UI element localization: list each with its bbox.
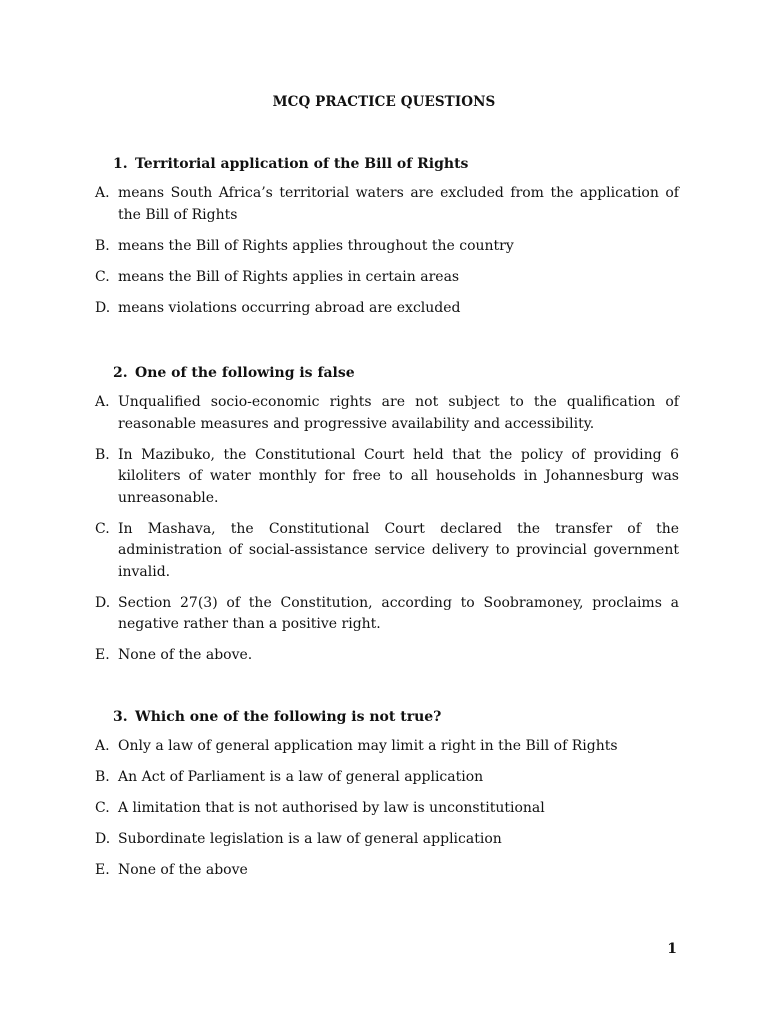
question-number: 3. [113, 709, 128, 725]
question-text: One of the following is false [135, 365, 355, 381]
option-text: means violations occurring abroad are excluded [118, 299, 461, 316]
option-c [95, 519, 679, 584]
option-letter: C. [95, 800, 110, 816]
option-d [95, 593, 679, 636]
option-letter: D. [95, 831, 111, 847]
question-number: 1. [113, 156, 128, 172]
option-a [95, 736, 679, 758]
option-letter: A. [95, 394, 110, 410]
option-text: Unqualified socio-economic rights are not subject to the qualification of reasonable measures and progressive availability and accessibility. [118, 394, 679, 432]
option-text: None of the above [118, 862, 248, 878]
page-number: 1 [667, 941, 677, 957]
option-text: None of the above. [118, 647, 253, 663]
option-text: means the Bill of Rights applies in certain areas [118, 268, 460, 285]
option-e [95, 645, 679, 667]
question-1 [95, 154, 679, 329]
option-letter: A. [95, 738, 110, 754]
question-heading [113, 363, 679, 383]
option-letter: C. [95, 520, 110, 537]
question-heading [113, 154, 679, 174]
option-letter: A. [95, 185, 110, 201]
option-text: Only a law of general application may limit a right in the Bill of Rights [118, 738, 618, 754]
option-text: Section 27(3) of the Constitution, according to Soobramoney, proclaims a negative rather than a positive right. [118, 594, 679, 632]
option-letter: D. [95, 594, 111, 611]
option-letter: D. [95, 299, 111, 316]
question-number: 2. [113, 365, 128, 381]
option-text: An Act of Parliament is a law of general application [118, 769, 484, 785]
option-d [95, 829, 679, 851]
option-b [95, 767, 679, 789]
question-2 [95, 363, 679, 676]
option-letter: E. [95, 647, 110, 663]
option-text: In Mazibuko, the Constitutional Court held that the policy of providing 6 kiloliters of water monthly for free to all households in Johannesburg was unreasonable. [118, 446, 679, 506]
option-c [95, 798, 679, 820]
option-text: means South Africa’s territorial waters are excluded from the application of the Bill of Rights [118, 185, 679, 223]
option-text: means the Bill of Rights applies throughout the country [118, 237, 514, 254]
question-text: Which one of the following is not true? [135, 709, 442, 725]
option-letter: B. [95, 769, 110, 785]
option-text: In Mashava, the Constitutional Court declared the transfer of the administration of social-assistance service delivery to provincial government invalid. [118, 520, 679, 580]
option-letter: B. [95, 237, 110, 254]
option-letter: C. [95, 268, 110, 285]
option-b [95, 236, 679, 258]
option-a [95, 392, 679, 435]
option-text: Subordinate legislation is a law of general application [118, 831, 502, 847]
option-e [95, 860, 679, 882]
option-a [95, 183, 679, 226]
option-letter: B. [95, 446, 110, 463]
document-title: MCQ PRACTICE QUESTIONS [272, 94, 496, 110]
answer-options [95, 183, 679, 319]
option-c [95, 267, 679, 289]
option-text: A limitation that is not authorised by law is unconstitutional [118, 800, 545, 816]
answer-options [95, 392, 679, 667]
option-b [95, 445, 679, 510]
option-d [95, 298, 679, 320]
option-letter: E. [95, 862, 110, 878]
question-3 [95, 707, 679, 891]
answer-options [95, 736, 679, 882]
question-heading [113, 707, 679, 727]
question-text: Territorial application of the Bill of Rights [135, 156, 469, 172]
